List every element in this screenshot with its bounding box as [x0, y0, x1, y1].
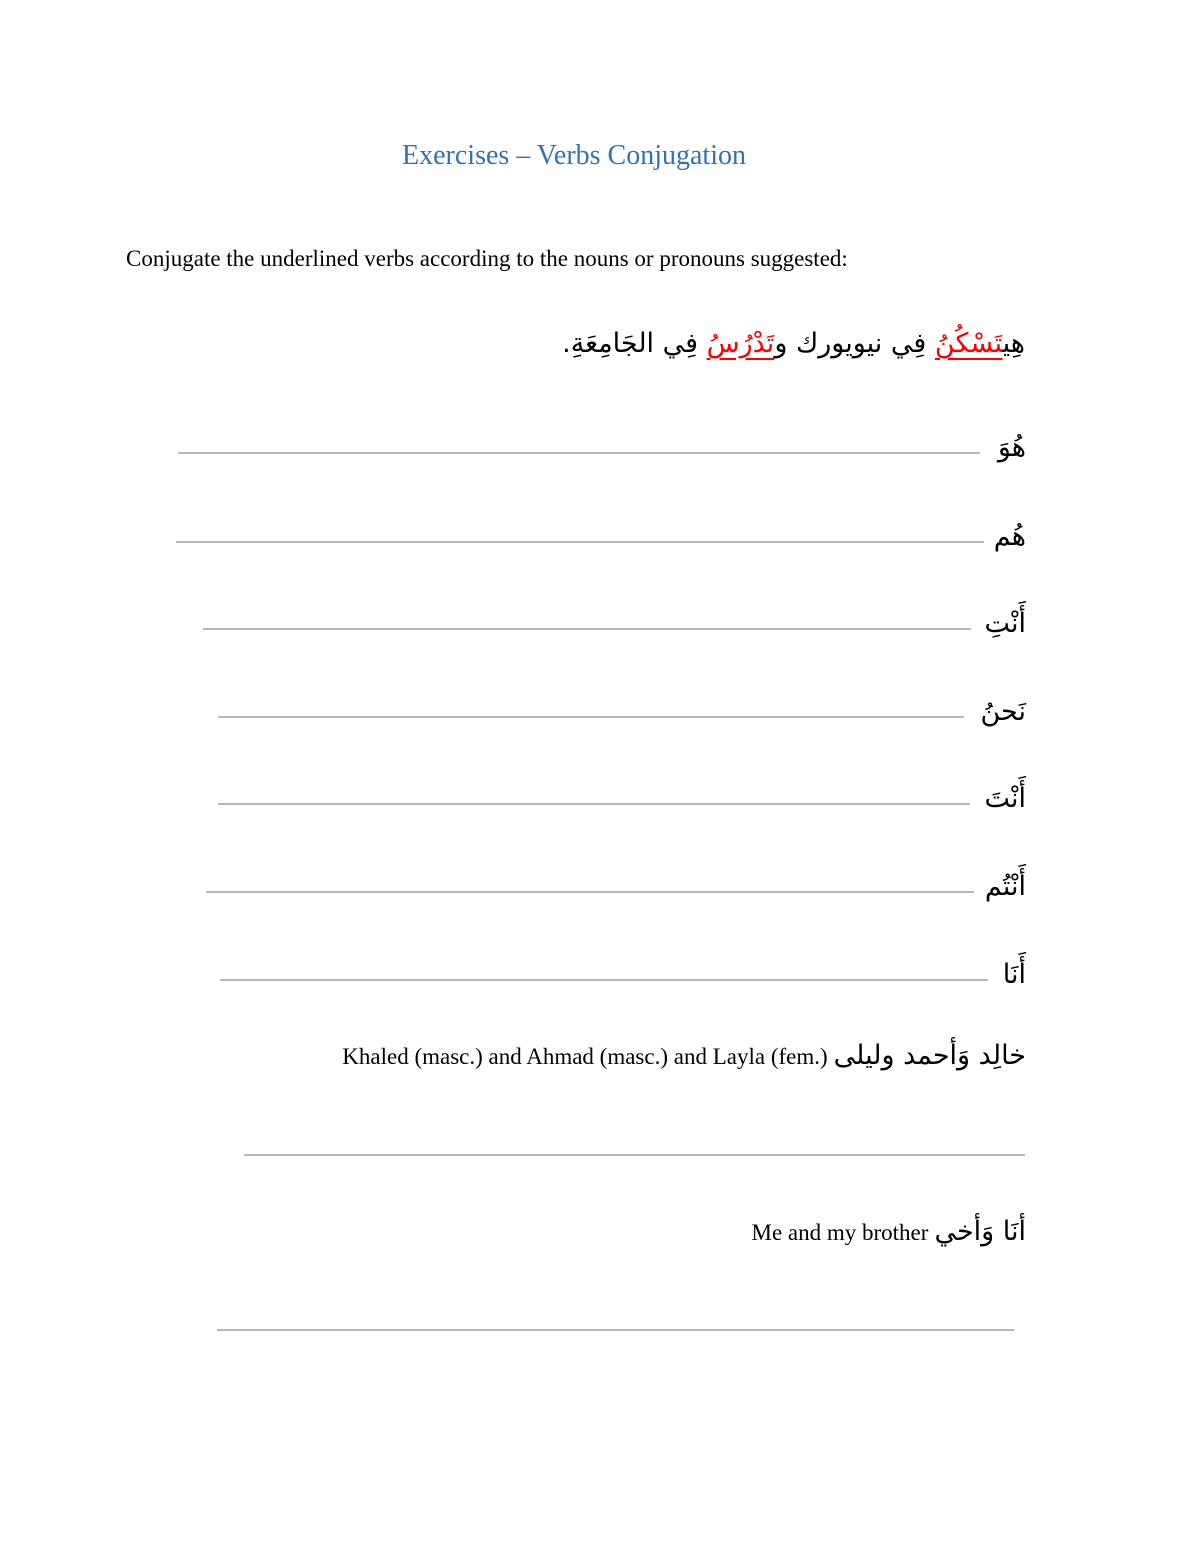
compound-arabic: أنَا وَأخي	[934, 1216, 1026, 1247]
compound-subject-2	[752, 1216, 1027, 1247]
answer-line[interactable]	[218, 716, 964, 718]
answer-line[interactable]	[203, 628, 971, 630]
sentence-subject: هِي	[1002, 328, 1025, 359]
sentence-middle: فِي نيويورك و	[774, 328, 935, 359]
answer-line[interactable]	[176, 541, 984, 543]
sentence-end: فِي الجَامِعَةِ.	[562, 328, 707, 359]
example-sentence	[562, 328, 1025, 359]
answer-line-compound-1[interactable]	[244, 1154, 1025, 1156]
compound-english: Me and my brother	[751, 1220, 929, 1245]
page-title: Exercises – Verbs Conjugation	[402, 140, 746, 171]
answer-line[interactable]	[218, 803, 970, 805]
exercise-row-nahnu	[218, 692, 1026, 732]
answer-line-compound-2[interactable]	[217, 1329, 1014, 1331]
pronoun-label: نَحنُ	[980, 696, 1026, 727]
exercise-row-huwa	[178, 428, 1026, 468]
pronoun-label: أَنَا	[1002, 959, 1026, 990]
exercise-row-anta	[218, 779, 1026, 819]
pronoun-label: أَنْتِ	[984, 608, 1026, 639]
exercise-row-hum	[176, 517, 1026, 557]
answer-line[interactable]	[220, 979, 988, 981]
underlined-verb-1: تَسْكُنُ	[934, 328, 1003, 359]
pronoun-label: أَنْتَ	[984, 783, 1026, 814]
answer-line[interactable]	[206, 891, 974, 893]
answer-line[interactable]	[178, 452, 980, 454]
pronoun-label: هُوَ	[997, 432, 1026, 463]
pronoun-label: هُم	[993, 521, 1026, 552]
pronoun-label: أَنْتُم	[984, 871, 1026, 902]
underlined-verb-2: تَدْرُسُ	[706, 328, 775, 359]
exercise-row-antum	[206, 867, 1026, 907]
compound-arabic: خالِد وَأحمد وليلى	[833, 1040, 1026, 1071]
compound-english: Khaled (masc.) and Ahmad (masc.) and Layla (fem.)	[342, 1044, 828, 1069]
compound-subject-1	[342, 1040, 1026, 1071]
instructions-text: Conjugate the underlined verbs according to the nouns or pronouns suggested:	[126, 246, 848, 271]
exercise-row-anti	[203, 604, 1026, 644]
exercise-row-ana	[220, 955, 1026, 995]
